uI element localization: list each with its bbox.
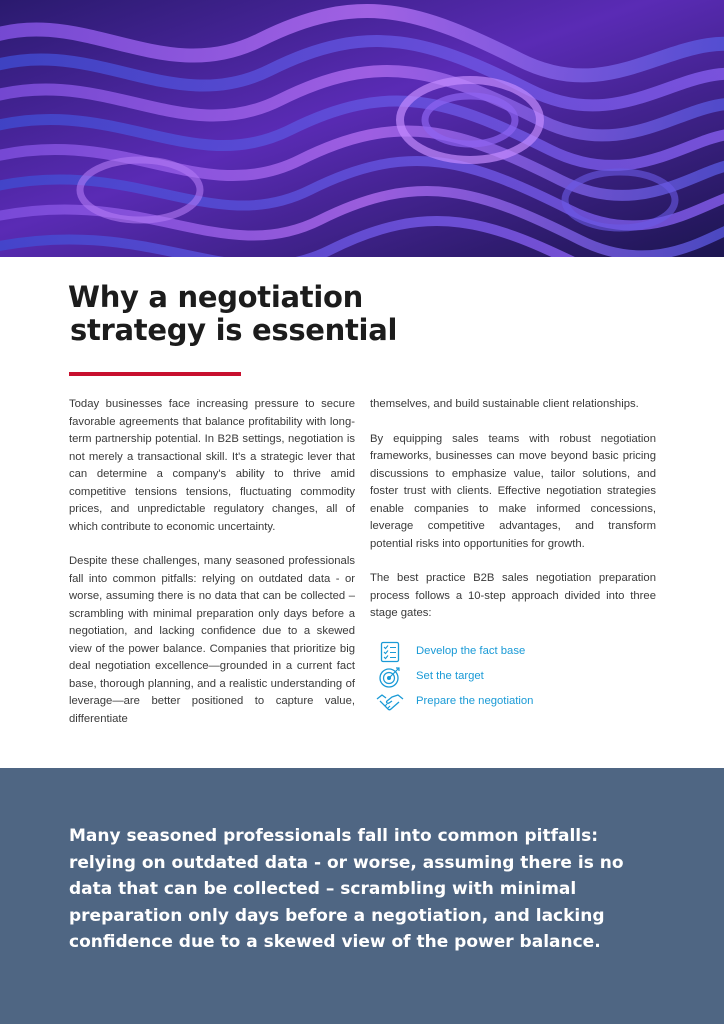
checklist-icon bbox=[376, 641, 404, 663]
accent-rule bbox=[69, 372, 241, 376]
page-title-line-2: strategy is essential bbox=[70, 313, 398, 347]
body-column-right bbox=[370, 396, 656, 715]
stage-gate-item bbox=[370, 640, 656, 665]
page-title-line-1: Why a negotiation bbox=[68, 280, 363, 314]
paragraph: By equipping sales teams with robust negotiation frameworks, businesses can move beyond basic pricing discussions to emphasize value, tailor solutions, and foster trust with clients. Effective negotiation strategies enable companies to make informed concessions, leverage competitive advantages, and transform potential risks into opportunities for growth. bbox=[370, 432, 656, 550]
stage-gate-label: Set the target bbox=[416, 670, 484, 683]
paragraph: Today businesses face increasing pressure to secure favorable agreements that balance profitability with long-term partnership potential. In B2B settings, negotiation is not merely a transactional skill. It's a strategic lever that can determine a company's ability to thrive amid competitive tensions tensions, fluctuating commodity prices, and unpredictable regulatory changes, all of which contribute to economic uncertainty. bbox=[69, 398, 355, 533]
page-title bbox=[68, 281, 488, 347]
target-icon bbox=[376, 666, 404, 688]
hero-image bbox=[0, 0, 724, 257]
stage-gate-item bbox=[370, 665, 656, 690]
paragraph: themselves, and build sustainable client relationships. bbox=[370, 398, 639, 410]
stage-gates-list bbox=[370, 640, 656, 715]
pull-quote: Many seasoned professionals fall into common pitfalls: relying on outdated data - or worse, assuming there is no data that can be collected – scrambling with minimal preparation only days before a negotiation, and lacking confidence due to a skewed view of the power balance. bbox=[69, 826, 624, 952]
handshake-icon bbox=[376, 691, 404, 713]
stage-gate-label: Develop the fact base bbox=[416, 645, 526, 658]
paragraph: The best practice B2B sales negotiation preparation process follows a 10-step approach divided into three stage gates: bbox=[370, 572, 656, 619]
stage-gate-label: Prepare the negotiation bbox=[416, 695, 534, 708]
stage-gate-item bbox=[370, 690, 656, 715]
paragraph: Despite these challenges, many seasoned professionals fall into common pitfalls: relying on outdated data - or worse, assuming there is no data that can be collected – scrambling with minimal preparation only days before a negotiation, and lacking confidence due to a skewed view of the power balance. Companies that prioritize big deal negotiation excellence—grounded in a current fact base, thorough planning, and a realistic understanding of leverage—are better positioned to capture value, differentiate bbox=[69, 555, 355, 725]
body-column-left bbox=[69, 396, 355, 745]
